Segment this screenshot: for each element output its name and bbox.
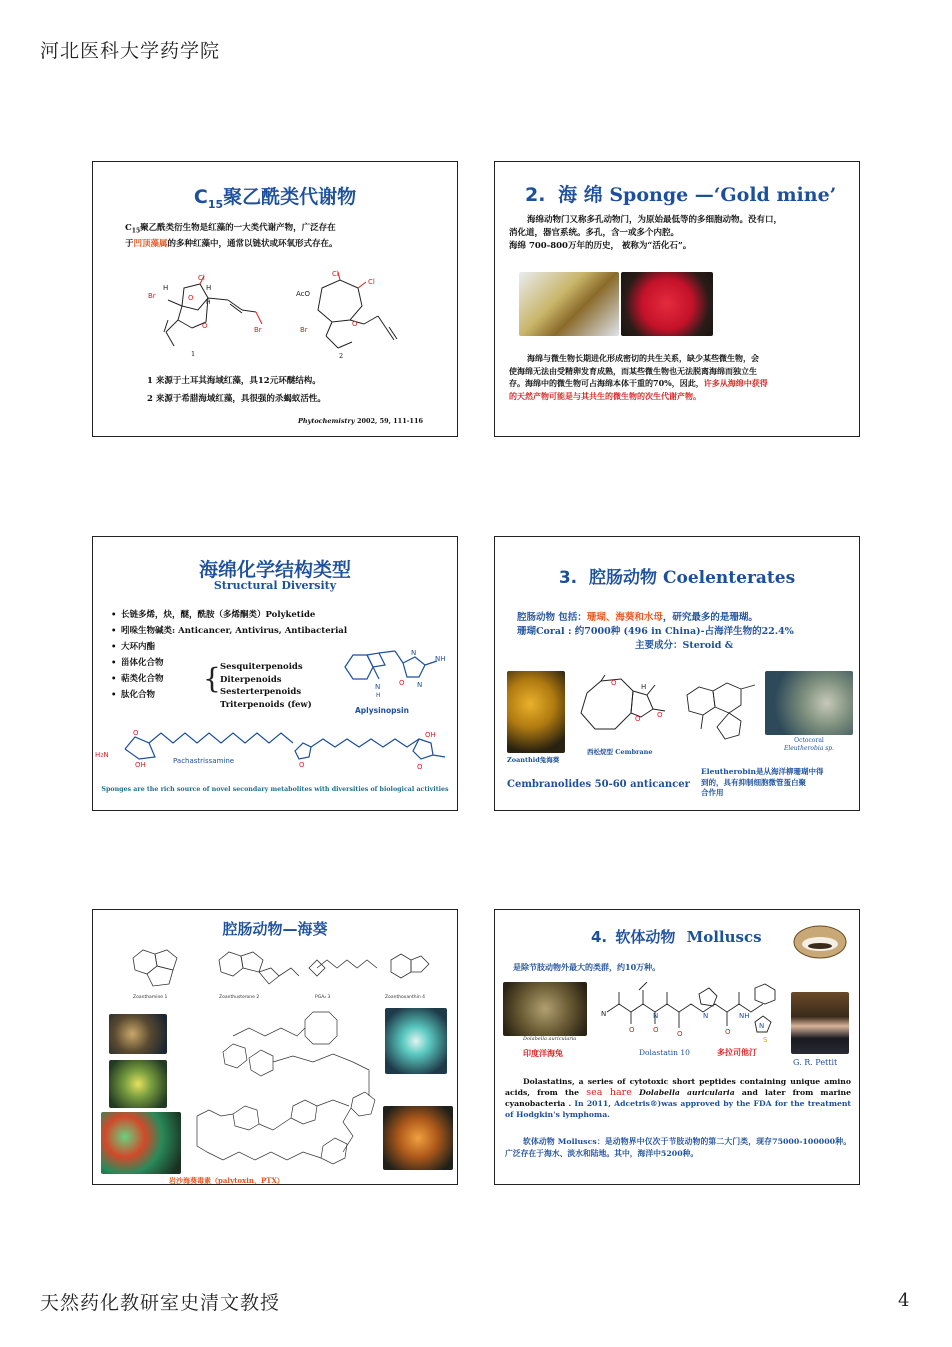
slide-sea-anemone [92,909,458,1185]
bullet-macrolide: • 大环内酯 [111,642,156,652]
svg-text:Zoanthusterone 2: Zoanthusterone 2 [219,995,260,1000]
svg-text:Cl: Cl [198,274,205,282]
svg-text:Br: Br [254,326,262,334]
terpenoid-list: Sesquiterpenoids Diterpenoids Sesterterpenoids Triterpenoids (few) [220,662,312,710]
svg-text:O: O [188,294,194,302]
bullet-peptide: • 肽化合物 [111,690,156,700]
slide5-title: 腔肠动物—海葵 [222,920,328,938]
zoanthid-caption: Zoanthid兔海葵 [507,756,560,764]
palytoxin-structure [193,1006,379,1176]
slide1-notes [147,372,326,408]
svg-text:H: H [206,299,211,306]
svg-text:OH: OH [135,761,146,769]
slide3-footer: Sponges are the rich source of novel secondary metabolites with diversities of biological activities [101,786,449,793]
eleutherobin-note: Eleutherobin是从海洋柳珊瑚中得 到的，具有抑制细胞微管蛋白聚 合作用 [701,767,824,797]
cowrie-shell-image [789,918,851,962]
svg-text:O: O [653,1026,659,1034]
svg-text:O: O [657,711,663,719]
note-1: 1 来源于土耳其海域红藻，具12元环醚结构。 [147,376,321,386]
sponge-diagram-image [519,272,619,336]
svg-text:O: O [725,1028,731,1036]
pettit-caption: G. R. Pettit [793,1058,838,1067]
page-footer-author: 天然药化教研室史清文教授 [40,1292,281,1314]
aplysinopsin-label: Aplysinopsin [355,706,409,715]
svg-text:N: N [759,1022,765,1030]
slide4-title: 3. 腔肠动物 Coelenterates [558,568,796,588]
page-number: 4 [898,1290,910,1311]
anemone-compounds-row [119,938,439,1000]
svg-text:O: O [352,320,358,328]
dolastatin-cn-label: 多拉司他汀 [717,1047,757,1057]
svg-text:NH: NH [435,655,446,663]
slide-sponge-structures [92,536,458,811]
svg-text:N: N [411,649,417,657]
svg-text:N: N [703,1012,709,1020]
slide4-intro: 腔肠动物 包括：珊瑚、海葵和水母，研究最多的是珊瑚。 珊瑚Coral : 约7000种 (496 in China)-占海洋生物的22.4% 主要成分：Steroid & [517,612,794,651]
svg-text:S: S [763,1036,768,1044]
svg-text:O: O [202,322,208,330]
anemone-photo-3 [101,1112,181,1174]
svg-text:N: N [653,1012,659,1020]
svg-text:O: O [611,679,617,687]
slide-polyacetylene [92,161,458,437]
octocoral-caption: Octocoral Eleutherobia sp. [783,737,835,752]
svg-text:N: N [417,681,423,689]
zoanthid-photo [507,671,565,753]
compound1-label: 1 [191,350,196,358]
pachastrissamine-label: Pachastrissamine [173,757,235,765]
anemone-photo-5 [383,1106,453,1170]
compound2-label: 2 [339,352,344,360]
svg-text:Zoanthamine 1: Zoanthamine 1 [133,995,168,1000]
svg-text:NH: NH [739,1012,750,1020]
page-header: 河北医科大学药学院 [40,40,221,62]
svg-text:H2N: H2N [95,751,109,759]
slide3-subtitle: Structural Diversity [213,579,337,592]
svg-text:OH: OH [425,731,436,739]
svg-text:H: H [163,284,169,292]
slide6-molluscs-paragraph: 软体动物 Molluscs：是动物界中仅次于节肢动物的第二大门类，现存75000-100000种。广泛存在于海水、淡水和陆地。其中，海洋中5200种。 [505,1137,851,1158]
svg-text:O: O [399,679,405,687]
sea-hare-photo [503,982,587,1036]
slide1-title: $C_{15}$聚乙酰类代谢物 [193,186,357,211]
bullet-terpenoid: • 萜类化合物 [111,674,164,684]
bullet-indole: • 吲哚生物碱类: Anticancer, Antivirus, Antibacterial [111,626,348,636]
svg-text:H: H [206,284,212,292]
bullet-steroid: • 甾体化合物 [111,658,164,668]
svg-text:H: H [376,692,381,699]
bullet-polyketide: • 长链多烯，炔，醚，酰胺（多烯酮类）Polyketide [111,610,316,620]
slide1-intro: $C_{15}$聚乙酰类衍生物是红藻的一大类代谢产物，广泛存在 于凹顶藻属的多种红藻中，通常以链状或环氧形式存在。 [125,223,338,249]
svg-text:AcO: AcO [296,290,311,298]
svg-text:Cl: Cl [332,270,339,278]
svg-text:O: O [677,1030,683,1038]
slide6-dolastatin-paragraph: Dolastatins, a series of cytotoxic short peptides containing unique amino acids, from the sea hare Dolabella auricularia and later from marine cyanobacteria . In 2011, Adcetris®)was approved by the FDA for the treatment of Hodgkin's lymphoma. [505,1077,851,1119]
anemone-photo-1 [109,1014,167,1054]
slide-molluscs [494,909,860,1185]
slide1-citation: Phytochemistry 2002, 59, 111-116 [297,417,423,425]
slide-sponge [494,161,860,437]
palytoxin-caption: 岩沙海葵毒素（palytoxin，PTX） [169,1176,284,1185]
svg-text:N: N [375,683,381,691]
svg-text:H: H [641,683,647,691]
svg-text:O: O [635,715,641,723]
slide-coelenterates [494,536,860,811]
compound2-structure [288,270,428,360]
svg-text:Br: Br [148,292,156,300]
pettit-portrait [791,992,849,1054]
svg-text:Zoanthoxanthin 4: Zoanthoxanthin 4 [385,995,425,1000]
svg-text:O: O [299,761,305,769]
pachastrissamine-structure [95,723,305,773]
note-2: 2 来源于希腊海域红藻，具很强的杀蝎蚁活性。 [147,394,326,404]
octocoral-photo [765,671,853,735]
svg-text:O: O [417,763,423,771]
sea-hare-photo-caption: Dolabella auricularia [523,1036,577,1042]
anemone-photo-2 [109,1060,167,1108]
eleutherobin-structure [675,673,767,753]
sea-hare-cn: 印度洋海兔 [523,1048,563,1058]
svg-text:Cl: Cl [368,278,375,286]
svg-text:PGA₂ 3: PGA₂ 3 [315,995,331,1000]
svg-text:N: N [601,1010,607,1018]
anemone-photo-4 [385,1008,447,1074]
red-sponge-photo [621,272,713,336]
terpenoid-brace: { [203,662,221,695]
furan-terpene-structure [289,725,458,775]
dolastatin-label: Dolastatin 10 [639,1048,690,1057]
slide2-paragraph1: 海绵动物门又称多孔动物门，为原始最低等的多细胞动物。没有口， 消化道，器官系统。多孔，含一或多个内腔。 海绵 700-800万年的历史， 被称为“活化石”。 [509,215,783,251]
svg-text:O: O [629,1026,635,1034]
compound1-structure [138,270,268,360]
dolastatin10-structure [595,982,785,1048]
slide2-title: 2. 海 绵 Sponge —‘Gold mine’ [525,184,837,206]
svg-text:O: O [133,729,139,737]
svg-text:Br: Br [300,326,308,334]
cembrane-structure [571,673,671,743]
slide3-title: 海绵化学结构类型 [198,559,351,581]
cembrane-caption: 西松烷型 Cembrane [587,748,653,756]
slide6-title: 4. 软体动物 Molluscs [591,928,762,946]
cembranolides-text: Cembranolides 50-60 anticancer [507,779,690,790]
aplysinopsin-structure [339,637,449,707]
slide2-paragraph2: 海绵与微生物长期进化形成密切的共生关系，缺少某些微生物，会 使海绵无法由受精卵发育成熟，而某些微生物也无法脱离海绵而独立生 存。海绵中的微生物可占海绵本体干重的70%，因此，许多从海绵中获得 的天然产物可能是与其共生的微生物的次生代谢产物。 [509,353,768,401]
slide6-intro: 是除节肢动物外最大的类群，约10万种。 [513,962,661,972]
